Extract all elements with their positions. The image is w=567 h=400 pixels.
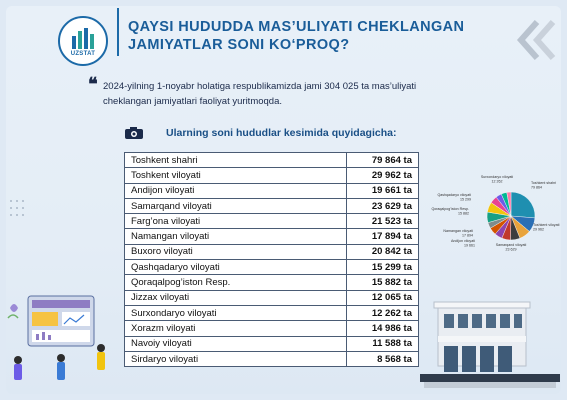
table-row bbox=[125, 351, 419, 366]
region-name-cell: Sirdaryo viloyati bbox=[125, 351, 347, 366]
region-name-cell: Samarqand viloyati bbox=[125, 198, 347, 213]
pie-label-name: Surxondaryo viloyati bbox=[480, 175, 514, 179]
region-count-cell: 23 629 ta bbox=[347, 198, 419, 213]
table-row bbox=[125, 168, 419, 183]
table-row bbox=[125, 244, 419, 259]
pie-label-name: Qashqadaryo viloyati bbox=[437, 193, 471, 197]
table-row bbox=[125, 321, 419, 336]
table-row bbox=[125, 153, 419, 168]
table-row bbox=[125, 305, 419, 320]
region-name-cell: Buxoro viloyati bbox=[125, 244, 347, 259]
pie-label-value: 23 629 bbox=[505, 247, 517, 252]
pie-label-value: 29 962 bbox=[533, 227, 544, 232]
pie-label-name: Samarqand viloyati bbox=[495, 243, 527, 247]
region-count-cell: 12 065 ta bbox=[347, 290, 419, 305]
table-row bbox=[125, 275, 419, 290]
quote-icon: ❝ bbox=[88, 74, 98, 95]
chevron-decoration-icon bbox=[509, 18, 559, 62]
region-count-cell: 17 894 ta bbox=[347, 229, 419, 244]
table-row bbox=[125, 260, 419, 275]
pie-label-name: Toshkent viloyati bbox=[533, 223, 560, 227]
pie-label-value: 12 262 bbox=[491, 179, 503, 184]
region-count-cell: 12 262 ta bbox=[347, 305, 419, 320]
office-building-illustration bbox=[420, 298, 560, 394]
title-line-2: JAMIYATLAR SONI KO‘PROQ? bbox=[128, 37, 350, 53]
region-count-cell: 29 962 ta bbox=[347, 168, 419, 183]
dots-decoration-icon bbox=[8, 198, 28, 228]
region-name-cell: Qashqadaryo viloyati bbox=[125, 260, 347, 275]
pie-label-name: Qoraqalpog’iston Resp. bbox=[431, 207, 469, 211]
region-count-cell: 20 842 ta bbox=[347, 244, 419, 259]
region-name-cell: Toshkent shahri bbox=[125, 153, 347, 168]
pie-label-value: 15 299 bbox=[460, 197, 471, 202]
pie-label-name: Andijon viloyati bbox=[451, 239, 475, 243]
region-count-cell: 21 523 ta bbox=[347, 214, 419, 229]
region-count-cell: 79 864 ta bbox=[347, 153, 419, 168]
region-count-cell: 19 661 ta bbox=[347, 183, 419, 198]
region-name-cell: Navoiy viloyati bbox=[125, 336, 347, 351]
table-subtitle: Ularning soni hududlar kesimida quyidagicha: bbox=[166, 127, 397, 139]
region-name-cell: Jizzax viloyati bbox=[125, 290, 347, 305]
pie-label-value: 19 661 bbox=[464, 243, 475, 248]
table-row bbox=[125, 198, 419, 213]
team-dashboard-illustration bbox=[6, 288, 116, 388]
regions-table bbox=[124, 152, 419, 367]
pie-label-value: 17 894 bbox=[462, 233, 473, 238]
region-name-cell: Andijon viloyati bbox=[125, 183, 347, 198]
intro-text: 2024-yilning 1-noyabr holatiga respublikamizda jami 304 025 ta mas’uliyati cheklangan jamiyatlari faoliyat yuritmoqda. bbox=[103, 81, 417, 107]
pie-slice bbox=[511, 192, 535, 218]
region-name-cell: Farg’ona viloyati bbox=[125, 214, 347, 229]
table-row bbox=[125, 229, 419, 244]
page-title bbox=[128, 18, 478, 54]
pie-label-name: Namangan viloyati bbox=[443, 229, 473, 233]
table-row bbox=[125, 290, 419, 305]
table-row bbox=[125, 336, 419, 351]
camera-icon bbox=[124, 126, 144, 140]
pie-chart bbox=[425, 170, 560, 260]
table-row bbox=[125, 214, 419, 229]
region-name-cell: Toshkent viloyati bbox=[125, 168, 347, 183]
region-name-cell: Qoraqalpog’iston Resp. bbox=[125, 275, 347, 290]
table-row bbox=[125, 183, 419, 198]
logo-text: UZSTAT bbox=[70, 50, 96, 57]
uzstat-logo bbox=[58, 16, 108, 66]
region-count-cell: 15 299 ta bbox=[347, 260, 419, 275]
region-name-cell: Xorazm viloyati bbox=[125, 321, 347, 336]
pie-label-value: 79 864 bbox=[531, 185, 542, 190]
region-count-cell: 8 568 ta bbox=[347, 351, 419, 366]
building-logo-icon bbox=[69, 26, 97, 50]
region-count-cell: 14 986 ta bbox=[347, 321, 419, 336]
pie-label-value: 15 882 bbox=[458, 211, 469, 216]
title-line-1: QAYSI HUDUDDA MAS’ULIYATI CHEKLANGAN bbox=[128, 19, 465, 35]
title-divider bbox=[117, 8, 119, 56]
pie-label-name: Toshkent shahri bbox=[531, 181, 557, 185]
region-name-cell: Namangan viloyati bbox=[125, 229, 347, 244]
region-count-cell: 11 588 ta bbox=[347, 336, 419, 351]
region-name-cell: Surxondaryo viloyati bbox=[125, 305, 347, 320]
region-count-cell: 15 882 ta bbox=[347, 275, 419, 290]
